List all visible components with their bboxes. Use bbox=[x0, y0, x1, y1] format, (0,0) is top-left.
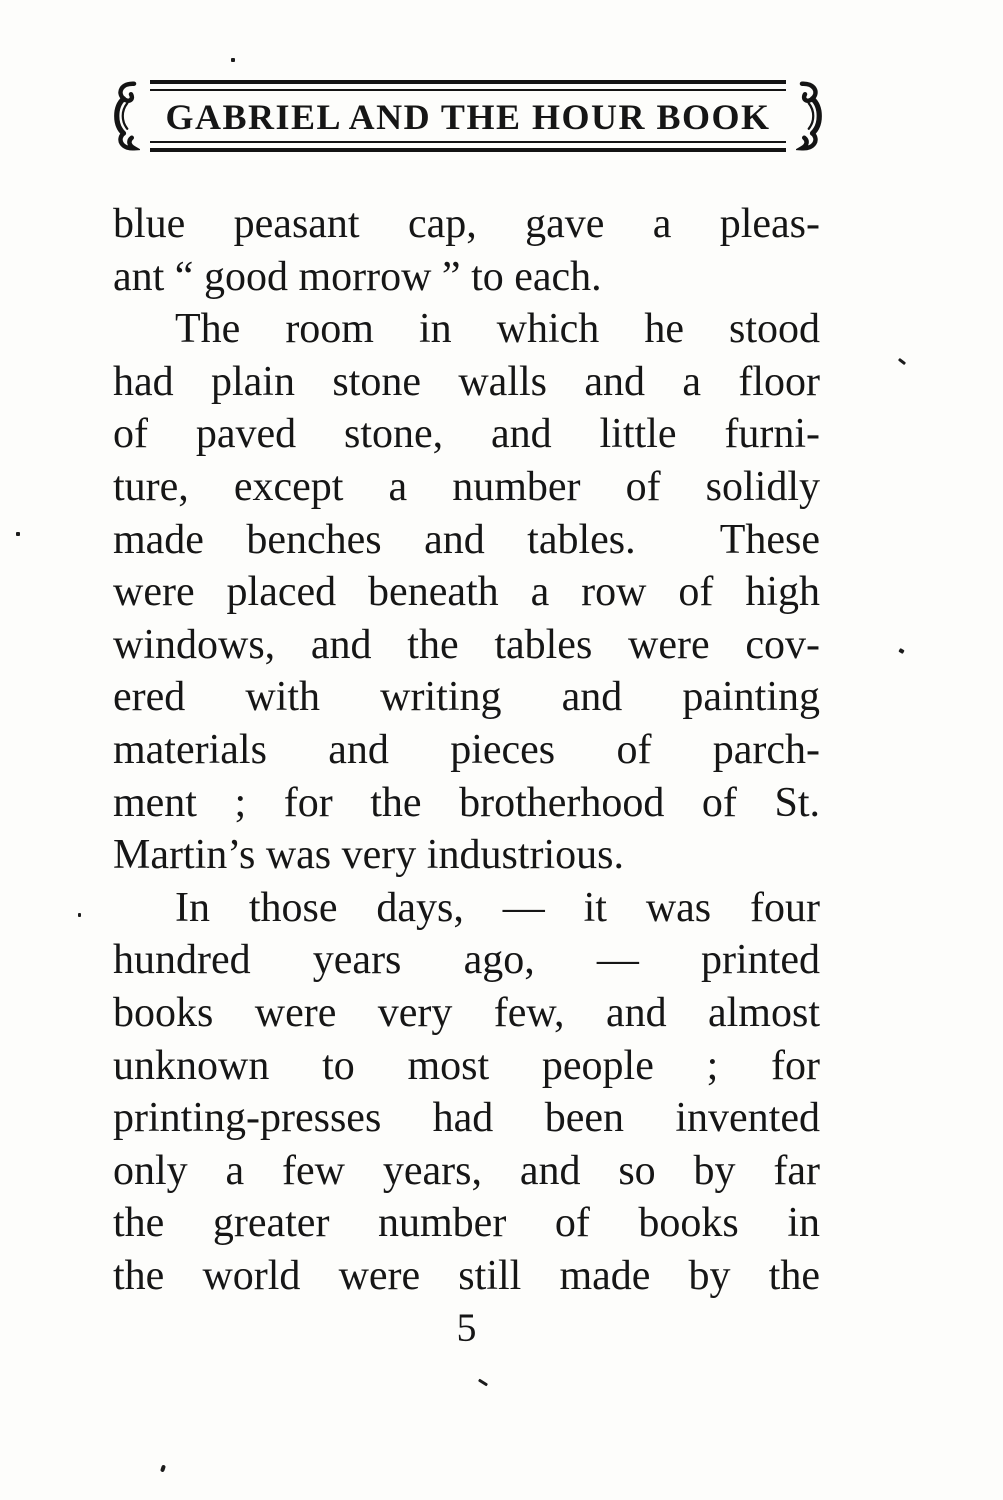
page-header-title: GABRIEL AND THE HOUR BOOK bbox=[165, 97, 771, 137]
text-line: printing-presses had been invented bbox=[113, 1095, 820, 1142]
text-line: ered with writing and painting bbox=[113, 674, 820, 721]
text-line: windows, and the tables were cov- bbox=[113, 621, 820, 668]
right-flourish-icon bbox=[796, 80, 826, 152]
scan-speck bbox=[231, 58, 235, 62]
scan-speck bbox=[78, 913, 81, 917]
body-text bbox=[113, 198, 820, 1302]
text-line: ant “ good morrow ” to each. bbox=[113, 253, 602, 300]
text-line: the world were still made by the bbox=[113, 1252, 820, 1299]
header-rule-bottom bbox=[150, 141, 786, 152]
scan-speck bbox=[160, 1465, 166, 1473]
text-line: had plain stone walls and a floor bbox=[113, 358, 820, 405]
page-number: 5 bbox=[456, 1305, 477, 1350]
header-rule-top bbox=[150, 80, 786, 91]
text-line: The room in which he stood bbox=[175, 306, 820, 353]
text-line: ture, except a number of solidly bbox=[113, 463, 820, 510]
header-title-box bbox=[150, 80, 786, 152]
scan-speck bbox=[898, 358, 906, 365]
text-line: were placed beneath a row of high bbox=[113, 569, 820, 616]
left-flourish-icon bbox=[110, 80, 140, 152]
text-line: the greater number of books in bbox=[113, 1200, 820, 1247]
scan-speck bbox=[898, 648, 904, 654]
text-line: books were very few, and almost bbox=[113, 989, 820, 1036]
text-line: Martin’s was very industrious. bbox=[113, 832, 624, 879]
text-line: of paved stone, and little furni- bbox=[113, 411, 820, 458]
text-line: made benches and tables. These bbox=[113, 516, 820, 563]
scan-speck bbox=[478, 1379, 488, 1387]
text-line: unknown to most people ; for bbox=[113, 1042, 820, 1089]
text-line: only a few years, and so by far bbox=[113, 1147, 820, 1194]
text-line: blue peasant cap, gave a pleas- bbox=[113, 201, 820, 247]
text-line: ment ; for the brotherhood of St. bbox=[113, 779, 820, 826]
text-line: materials and pieces of parch- bbox=[113, 726, 820, 773]
page-header bbox=[110, 80, 826, 152]
scan-speck bbox=[16, 532, 20, 536]
text-line: In those days, — it was four bbox=[175, 884, 820, 931]
text-line: hundred years ago, — printed bbox=[113, 937, 820, 984]
